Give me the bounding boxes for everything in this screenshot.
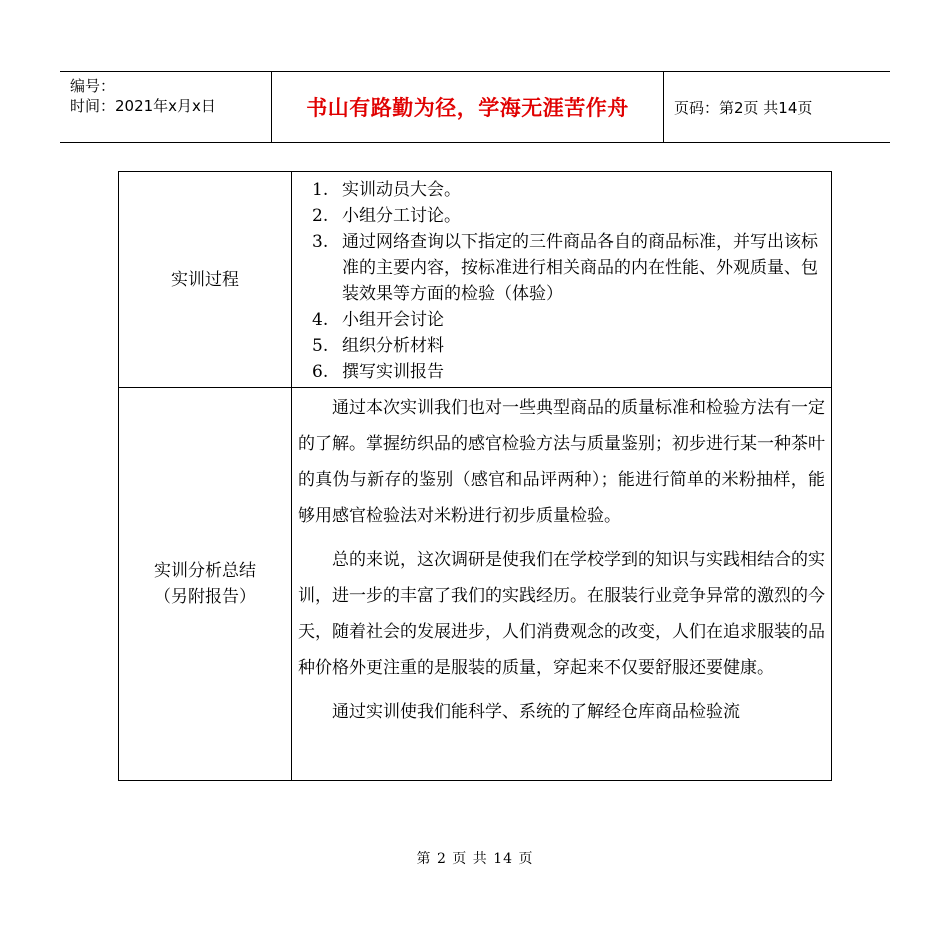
summary-body (292, 388, 831, 780)
step-text: 实训动员大会。 (342, 180, 461, 200)
page-footer: 第 2 页 共 14 页 (416, 851, 534, 867)
code-label: 编号： (70, 77, 116, 95)
list-item (308, 359, 823, 385)
step-number: 3. (312, 232, 329, 252)
page-header (60, 71, 890, 143)
step-text: 撰写实训报告 (342, 362, 444, 382)
process-steps-list (292, 172, 831, 387)
process-steps-cell (292, 172, 832, 388)
list-item (308, 177, 823, 203)
training-table (118, 171, 832, 781)
step-number: 4. (312, 310, 329, 330)
header-divider (663, 72, 664, 142)
step-number: 1. (312, 180, 329, 200)
list-item (308, 203, 823, 229)
list-item (308, 307, 823, 333)
step-number: 2. (312, 206, 329, 226)
step-text: 小组开会讨论 (342, 310, 444, 330)
step-number: 5. (312, 336, 329, 356)
time-label: 时间：2021年x月x日 (70, 97, 216, 115)
process-label-cell (119, 172, 292, 388)
process-label: 实训过程 (171, 269, 239, 290)
step-number: 6. (312, 362, 329, 382)
motto-text: 书山有路勤为径，学海无涯苦作舟 (306, 96, 629, 120)
summary-label-cell (119, 388, 292, 781)
step-text: 组织分析材料 (342, 336, 444, 356)
summary-text-cell (292, 388, 832, 781)
step-text: 通过网络查询以下指定的三件商品各自的商品标准，并写出该标准的主要内容，按标准进行相关商品的内在性能、外观质量、包装效果等方面的检验（体验） (342, 232, 818, 304)
table-row-summary (119, 388, 832, 781)
table-row-process (119, 172, 832, 388)
step-text: 小组分工讨论。 (342, 206, 461, 226)
list-item (308, 229, 823, 307)
header-page-info: 页码：第2页 共14页 (674, 98, 813, 117)
list-item (308, 333, 823, 359)
summary-paragraph: 总的来说，这次调研是使我们在学校学到的知识与实践相结合的实训，进一步的丰富了我们的实践经历。在服装行业竞争异常的激烈的今天，随着社会的发展进步，人们消费观念的改变，人们在追求服装的品种价格外更注重的是服装的质量，穿起来不仅要舒服还要健康。 (298, 550, 825, 678)
summary-paragraph: 通过实训使我们能科学、系统的了解经仓库商品检验流 (332, 702, 740, 722)
summary-label: 实训分析总结 (154, 561, 256, 581)
summary-paragraph: 通过本次实训我们也对一些典型商品的质量标准和检验方法有一定的了解。掌握纺织品的感官检验方法与质量鉴别；初步进行某一种茶叶的真伪与新存的鉴别（感官和品评两种）；能进行简单的米粉抽样，能够用感官检验法对米粉进行初步质量检验。 (298, 398, 825, 526)
header-meta (70, 76, 216, 116)
summary-label-note: （另附报告） (154, 587, 256, 607)
